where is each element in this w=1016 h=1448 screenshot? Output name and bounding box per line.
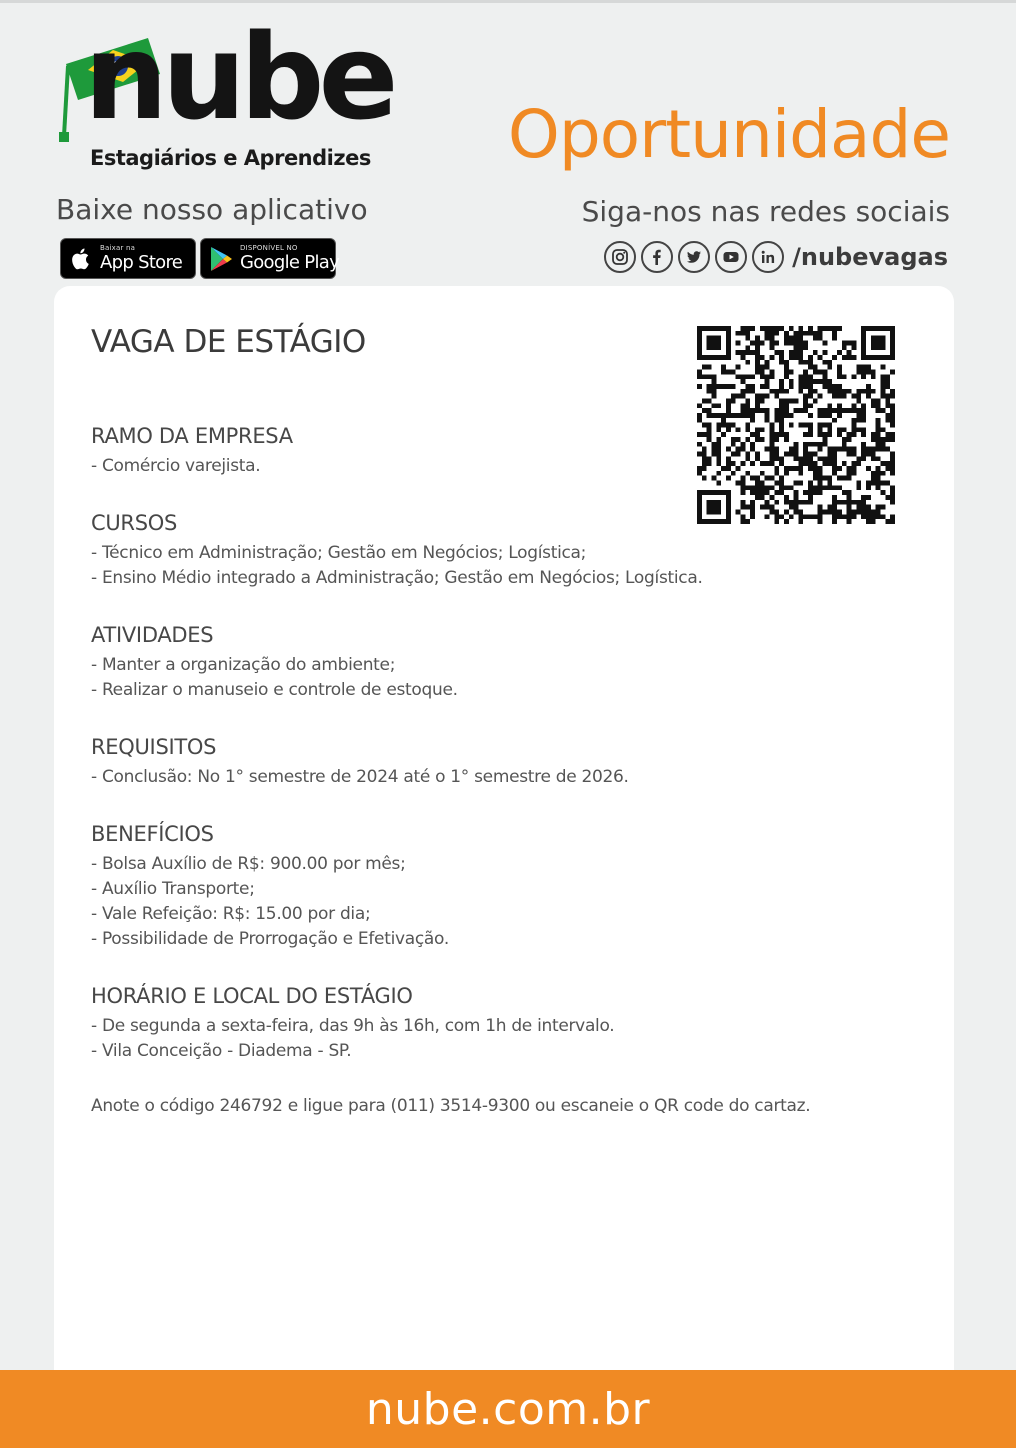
google-play-badge[interactable] xyxy=(200,238,340,279)
section-horario xyxy=(91,982,911,1064)
section-line: - Vila Conceição - Diadema - SP. xyxy=(91,1041,352,1061)
google-play-small-text: DISPONÍVEL NO xyxy=(240,244,298,252)
section-line: - Técnico em Administração; Gestão em Negócios; Logística; xyxy=(91,543,587,563)
section-line: - Comércio varejista. xyxy=(91,456,261,476)
facebook-icon[interactable] xyxy=(641,241,673,273)
instagram-icon[interactable] xyxy=(604,241,636,273)
app-store-badge[interactable] xyxy=(60,238,196,279)
section-line: - Manter a organização do ambiente; xyxy=(91,655,396,675)
logo-wordmark: nube xyxy=(84,8,393,146)
section-line: - Bolsa Auxílio de R$: 900.00 por mês; xyxy=(91,854,406,874)
section-ramo xyxy=(91,422,911,479)
social-label: Siga-nos nas redes sociais xyxy=(581,195,950,228)
section-heading: BENEFÍCIOS xyxy=(91,822,214,846)
apple-icon xyxy=(69,246,93,272)
section-requisitos xyxy=(91,733,911,790)
section-heading: RAMO DA EMPRESA xyxy=(91,424,293,448)
twitter-icon[interactable] xyxy=(678,241,710,273)
social-handle[interactable]: /nubevagas xyxy=(792,243,948,271)
google-play-icon xyxy=(209,246,233,272)
headline: Oportunidade xyxy=(507,96,950,173)
section-line: - Auxílio Transporte; xyxy=(91,879,255,899)
app-download-label: Baixe nosso aplicativo xyxy=(56,193,368,226)
section-beneficios xyxy=(91,820,911,952)
linkedin-icon[interactable] xyxy=(752,241,784,273)
job-sections xyxy=(91,422,911,1119)
youtube-icon[interactable] xyxy=(715,241,747,273)
section-heading: CURSOS xyxy=(91,511,178,535)
app-store-text: App Store xyxy=(100,252,183,273)
nube-logo[interactable] xyxy=(52,8,393,179)
section-line: - Possibilidade de Prorrogação e Efetivação. xyxy=(91,929,449,949)
social-links xyxy=(604,241,948,273)
section-line: - Realizar o manuseio e controle de estoque. xyxy=(91,680,458,700)
section-line: - Vale Refeição: R$: 15.00 por dia; xyxy=(91,904,371,924)
app-store-small-text: Baixar na xyxy=(100,244,136,252)
logo-subtitle: Estagiários e Aprendizes xyxy=(90,146,371,170)
contact-note: Anote o código 246792 e ligue para (011) 3514-9300 ou escaneie o QR code do cartaz. xyxy=(91,1096,811,1116)
store-badges xyxy=(60,238,340,279)
section-line: - De segunda a sexta-feira, das 9h às 16h, com 1h de intervalo. xyxy=(91,1016,615,1036)
job-card xyxy=(54,286,954,1386)
google-play-text: Google Play xyxy=(240,252,340,273)
job-title: VAGA DE ESTÁGIO xyxy=(91,324,366,360)
section-heading: REQUISITOS xyxy=(91,735,217,759)
section-heading: ATIVIDADES xyxy=(91,623,214,647)
footer-url[interactable]: nube.com.br xyxy=(365,1383,651,1435)
section-line: - Ensino Médio integrado a Administração; Gestão em Negócios; Logística. xyxy=(91,568,703,588)
section-cursos xyxy=(91,509,911,591)
footer-bar xyxy=(0,1370,1016,1448)
section-atividades xyxy=(91,621,911,703)
section-heading: HORÁRIO E LOCAL DO ESTÁGIO xyxy=(91,984,413,1008)
section-line: - Conclusão: No 1° semestre de 2024 até o 1° semestre de 2026. xyxy=(91,767,629,787)
top-rule xyxy=(0,0,1016,3)
